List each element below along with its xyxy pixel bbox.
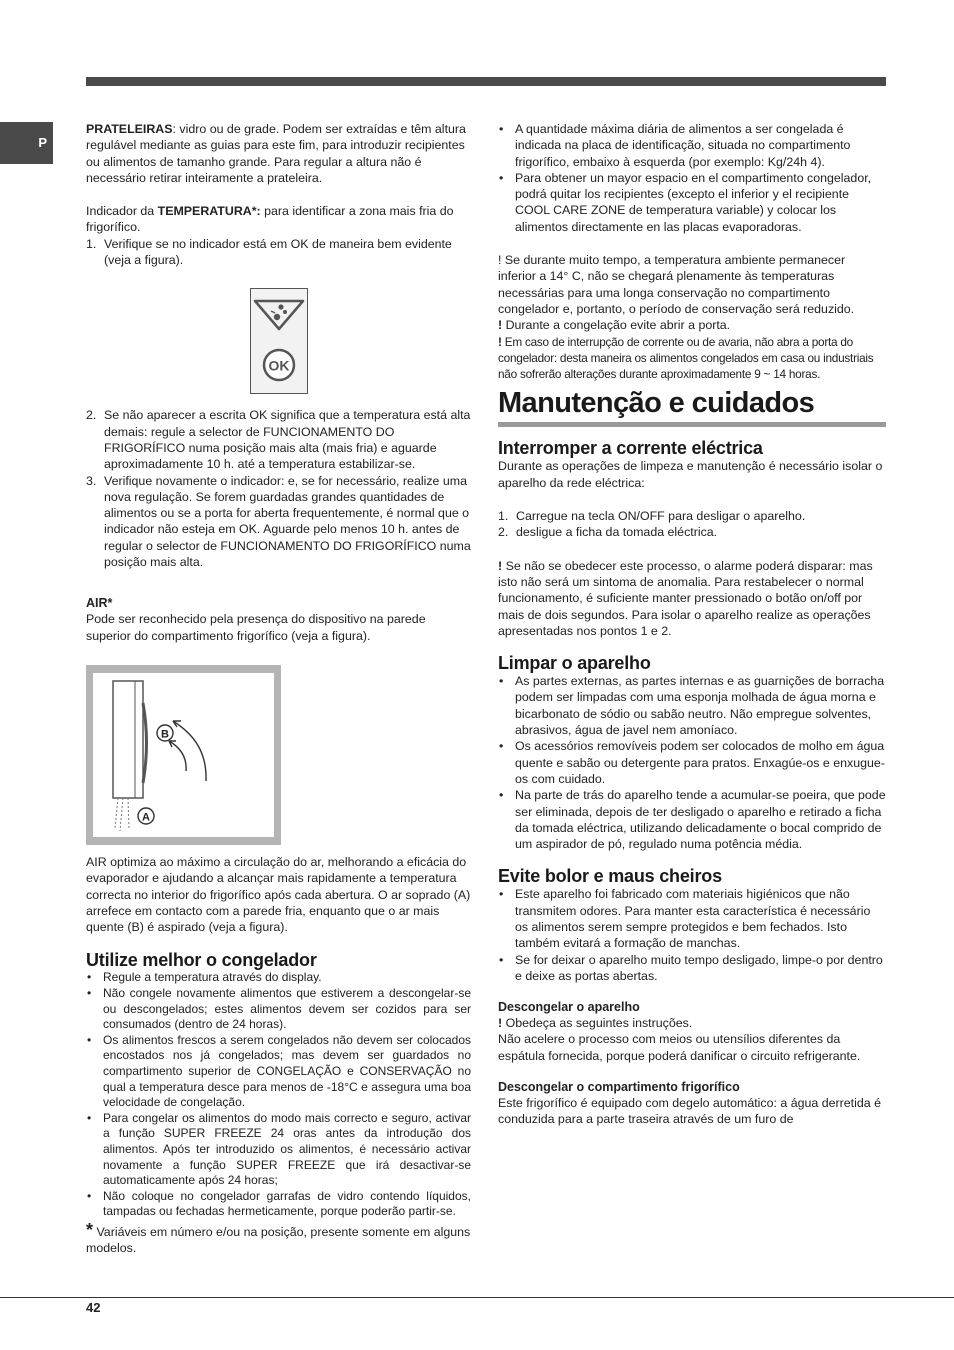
list-item: • Regule a temperatura através do display. [86,970,471,986]
ok-label: OK [268,357,290,374]
list-item: • Não congele novamente alimentos que estiverem a descongelar-se ou descongelados; estes alimentos devem ser cozidos para ser consumados (dentro de 24 horas). [86,986,471,1033]
descongelar-line2: Não acelere o processo com meios ou utensílios diferentes da espátula fornecida, porque poderá danificar o circuito refrigerante. [498,1032,861,1063]
list-item: • Se for deixar o aparelho muito tempo desligado, limpe-o por dentro e deixe as portas abertas. [498,952,886,985]
list-item: • As partes externas, as partes internas e as guarnições de borracha podem ser limpadas com uma esponja molhada de água morna e bicarbonato de sódio ou sabão neutro. Não empregue solventes, abrasivos, água de javel nem amoníaco. [498,673,886,738]
freezing-notes-list [498,121,886,235]
warning-temperature: ! Se durante muito tempo, a temperatura ambiente permanecer inferior a 14° C, não se chegará plenamente às temperaturas necessárias para uma longa conservação no compartimento congelador e, portanto, o período de conservação será reduzido. [498,253,855,316]
step-number: 3. [86,473,97,488]
frigo-text: Este frigorífico é equipado com degelo automático: a água derretida é conduzida para a parte traseira através de um furo de [498,1096,881,1127]
corrente-title: Interromper a corrente eléctrica [498,438,763,459]
step-number: 2. [498,525,509,540]
list-item: • Para congelar os alimentos do modo mais correcto e seguro, activar a função SUPER FREEZE 24 oras antes da introdução dos alimentos. Após ter introduzido os alimentos, é necessário activar novamente a função SUPER FREEZE que irá desactivar-se automaticamente após 24 horas; [86,1111,471,1189]
list-item: • Na parte de trás do aparelho tende a acumular-se poeira, que pode ser eliminada, depois de ter desligado o aparelho e retirado a ficha da tomada eléctrica, utilizando delicadamente o bocal comprido de um aspirador de pó, regulado numa potência média. [498,787,886,852]
step-number: 1. [86,236,97,251]
list-item [86,407,471,472]
list-item: • Este aparelho foi fabricado com materiais higiénicos que não transmitem odores. Para manter esta característica é necessário os alimentos serem sempre protegidos e bem fechados. Isto também evitará a formação de manchas. [498,886,886,951]
list-item: • Não coloque no congelador garrafas de vidro contendo líquidos, tampadas ou fechadas hermeticamente, porque poderão partir-se. [86,1189,471,1220]
air-device-illustration [93,673,274,837]
right-column [498,121,886,1128]
warning-mark: ! [498,1016,503,1031]
warning-mark: ! [498,558,503,573]
footnote-star: * [86,1219,94,1240]
indicador-rest: para identificar a zona mais fria do frigorífico. [86,204,454,235]
temperature-indicator-icon [251,289,307,393]
step-text: Verifique novamente o indicador: e, se for necessário, realize uma nova regulação. Se forem guardadas grandes quantidades de alimentos ou se a porta for aberta frequentemente, é normal que o indicador não esteja em OK. Aguarde pelo menos 10 h. antes de regular o selector de FUNCIONAMENTO DO FRIGORÍFICO numa posição mais alta. [104,473,471,570]
frigo-title: Descongelar o compartimento frigorífico [498,1080,740,1095]
indicador-prefix: Indicador da [86,204,158,219]
congelador-title: Utilize melhor o congelador [86,950,317,971]
air-label-b: B [161,728,169,741]
list-item: • A quantidade máxima diária de alimentos a ser congelada é indicada na placa de identificação, situada no compartimento frigorífico, embaixo à esquerda (por exemplo: Kg/24h 4). [498,121,886,170]
prateleiras-title: PRATELEIRAS [86,122,173,136]
indicador-paragraph [86,203,471,236]
top-bar [86,77,886,86]
prateleiras-text: : vidro ou de grade. Podem ser extraídas e têm altura regulável mediante as guias para este fim, para introduzir recipientes ou alimentos de tamanho grande. Para regular a altura não é necessário retirar inteiramente a prateleira. [86,122,466,185]
warning-door [498,317,886,333]
bolor-title: Evite bolor e maus cheiros [498,866,722,887]
footer-line [0,1297,954,1298]
warning-mark: ! [498,318,503,333]
list-item [86,236,471,269]
air-text-2: AIR optimiza ao máximo a circulação do ar, melhorando a eficácia do evaporador e ajudando a alcançar mais rapidamente a temperatura correcta no interior do frigorífico após cada abertura. O ar soprado (A) arrefece em contacto com a parede fria, enquanto que o ar mais quente (B) é aspirado (veja a figura). [86,854,471,935]
alarm-text: Se não se obedecer este processo, o alarme poderá disparar: mas isto não será um sintoma de anomalia. Para restabelecer o normal funcionamento, é suficiente manter pressionado o botão on/off por mais de dois segundos. Para isolar o aparelho realize as operações apresentadas nos pontos 1 e 2. [498,558,873,638]
step-text: Verifique se no indicador está em OK de maneira bem evidente (veja a figura). [104,236,452,268]
indicator-steps-b [86,407,471,570]
limpar-list [498,673,886,852]
main-title: Manutenção e cuidados [498,387,815,420]
indicator-steps-a [86,236,471,269]
language-tab-label: P [38,134,47,150]
step-number: 1. [498,509,509,524]
language-tab [0,122,53,164]
step-text: Carregue na tecla ON/OFF para desligar o aparelho. [516,509,806,524]
air-figure [86,665,281,845]
congelador-list [86,970,471,1220]
footnote-text: Variáveis em número e/ou na posição, presente somente em alguns modelos. [86,1224,471,1256]
corrente-text: Durante as operações de limpeza e manutenção é necessário isolar o aparelho da rede eléctrica: [498,459,883,490]
air-label-a: A [142,811,150,824]
list-item [86,473,471,571]
list-item: • Os alimentos frescos a serem congelados não devem ser colocados encostados nos já congelados; mas devem ser guardados no compartimento superior de CONGELAÇÃO e CONSERVAÇÃO no qual a temperatura desce para menos de -18°C e assegura uma boa velocidade de congelação. [86,1033,471,1111]
air-text: Pode ser reconhecido pela presença do dispositivo na parede superior do compartimento frigorífico (veja a figura). [86,612,426,643]
footnote [86,1219,471,1257]
step-text: Se não aparecer a escrita OK significa que a temperatura está alta demais: regule a selector de FUNCIONAMENTO DO FRIGORÍFICO numa posição mais alta (mais fria) e aguarde aproximadamente 10 h. até a temperatura estabilizar-se. [104,408,471,472]
page-number: 42 [86,1300,101,1315]
alarm-note [498,558,886,639]
temperature-indicator-figure [250,288,308,394]
prateleiras-paragraph [86,121,471,186]
corrente-steps [498,508,886,541]
indicador-bold: TEMPERATURA [157,204,252,219]
list-item [498,508,886,524]
descongelar-line1-text: Obedeça as seguintes instruções. [502,1016,693,1031]
descongelar-title: Descongelar o aparelho [498,1000,640,1015]
air-title: AIR* [86,596,113,611]
list-item: • Os acessórios removíveis podem ser colocados de molho em água quente e sabão ou detergente para pratos. Enxagúe-os e enxugue-os com cuidado. [498,738,886,787]
warning-mark: ! [498,334,502,349]
step-number: 2. [86,408,97,423]
descongelar-line1 [498,1015,886,1031]
step-text: desligue a ficha da tomada eléctrica. [516,525,718,540]
indicador-star: *: [251,204,261,219]
air-figure-inner [93,673,274,837]
limpar-title: Limpar o aparelho [498,653,651,674]
list-item [498,524,886,540]
warning-power-text: Em caso de interrupção de corrente ou de avaria, não abra a porta do congelador: desta maneira os alimentos congelados em casa ou industriais não sofrerão alterações durante aproximadamente 9 ~ 14 horas. [498,334,874,382]
list-item: • Para obtener un mayor espacio en el compartimento congelador, podrá quitar los recipientes (excepto el inferior y el recipiente COOL CARE ZONE de temperatura variable) y colocar los alimentos directamente en las placas evaporadoras. [498,170,886,235]
title-underline [498,422,886,427]
warning-power-failure [498,334,886,383]
bolor-list [498,886,886,984]
warning-door-text: Durante a congelação evite abrir a porta. [502,318,731,333]
